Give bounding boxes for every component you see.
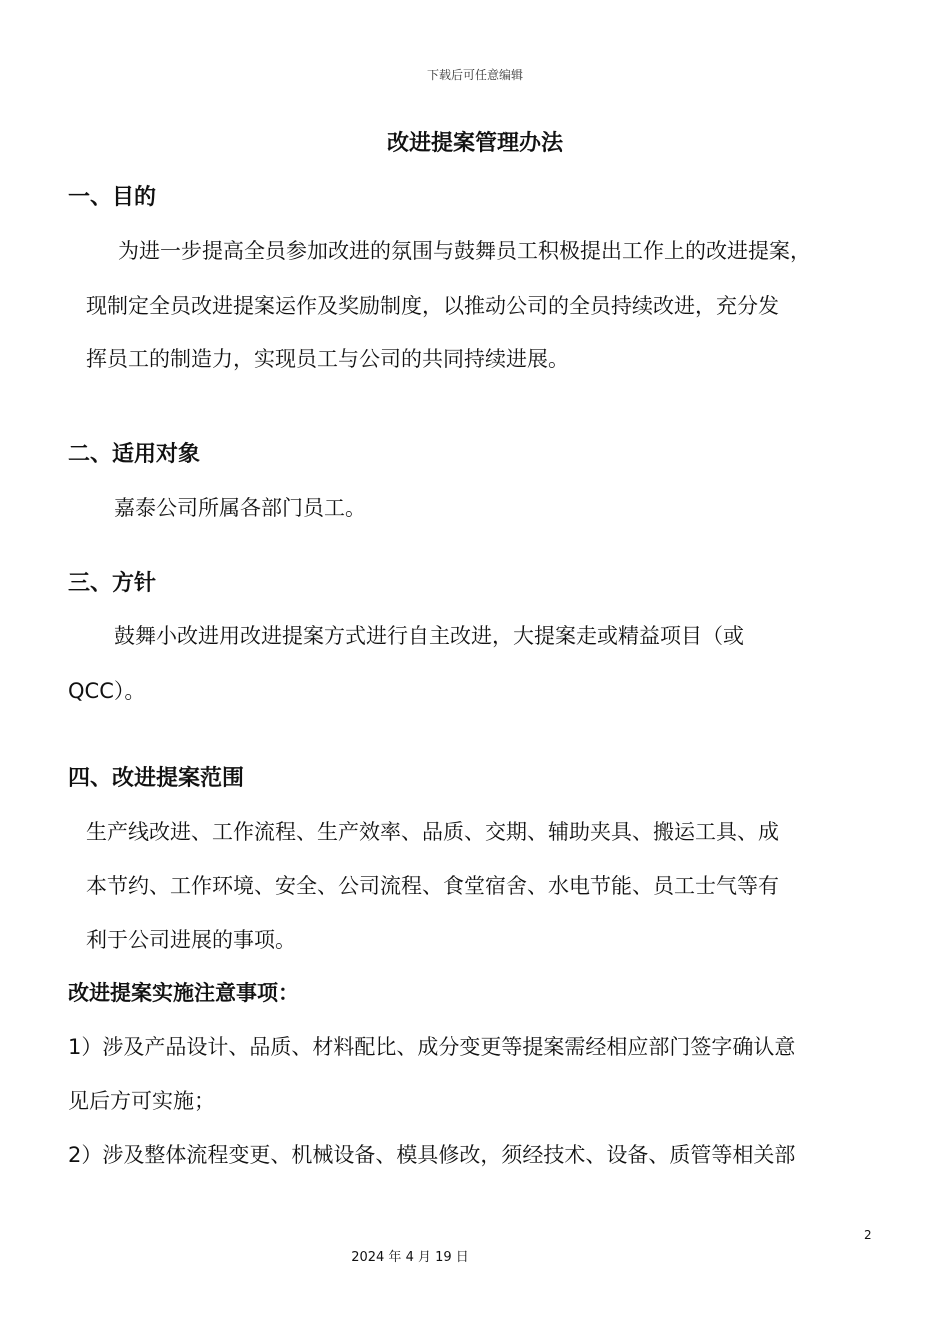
notes-line: 1）涉及产品设计、品质、材料配比、成分变更等提案需经相应部门签字确认意 — [68, 1035, 796, 1059]
paragraph-line: 本节约、工作环境、安全、公司流程、食堂宿舍、水电节能、员工士气等有 — [86, 874, 779, 898]
page-number: 2 — [864, 1228, 872, 1242]
notes-line: 见后方可实施； — [68, 1089, 215, 1113]
paragraph-line: 为进一步提高全员参加改进的氛围与鼓舞员工积极提出工作上的改进提案， — [118, 239, 811, 263]
section-heading-range: 四、改进提案范围 — [68, 766, 245, 791]
paragraph-line: 挥员工的制造力，实现员工与公司的共同持续进展。 — [86, 347, 569, 371]
notes-line: 2）涉及整体流程变更、机械设备、模具修改，须经技术、设备、质管等相关部 — [68, 1143, 796, 1167]
paragraph-line: QCC）。 — [68, 679, 146, 703]
header-note: 下载后可任意编辑 — [426, 68, 523, 82]
paragraph-line: 现制定全员改进提案运作及奖励制度，以推动公司的全员持续改进，充分发 — [86, 294, 779, 318]
footer-date: 2024 年 4 月 19 日 — [351, 1250, 469, 1265]
paragraph-line: 生产线改进、工作流程、生产效率、品质、交期、辅助夹具、搬运工具、成 — [86, 820, 779, 844]
paragraph-line: 嘉泰公司所属各部门员工。 — [114, 496, 366, 520]
section-heading-purpose: 一、目的 — [68, 185, 157, 210]
section-heading-policy: 三、方针 — [68, 571, 157, 596]
section-heading-scope: 二、适用对象 — [68, 442, 201, 467]
paragraph-line: 鼓舞小改进用改进提案方式进行自主改进，大提案走或精益项目（或 — [114, 624, 744, 648]
notes-heading: 改进提案实施注意事项： — [68, 981, 299, 1005]
paragraph-line: 利于公司进展的事项。 — [86, 928, 296, 952]
document-title: 改进提案管理办法 — [386, 131, 563, 156]
